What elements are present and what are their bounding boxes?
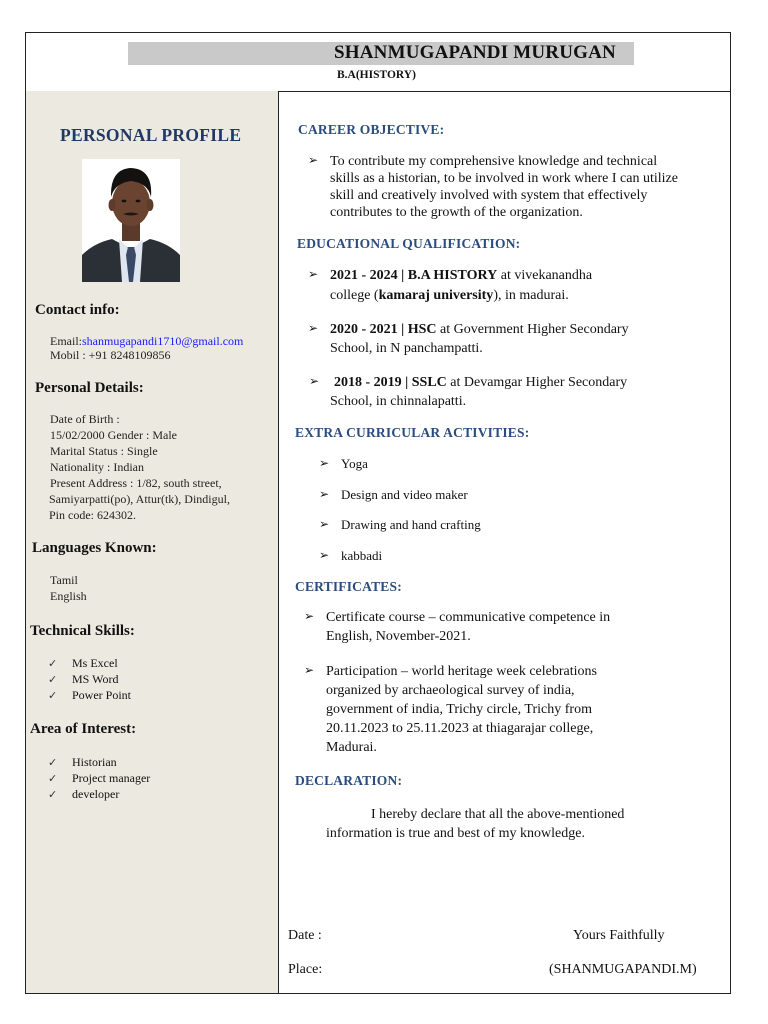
arrow-bullet-icon: ➢ — [308, 321, 319, 335]
personal-detail-line: Pin code: 624302. — [49, 508, 136, 522]
check-icon: ✓ — [48, 673, 58, 686]
place-label: Place: — [288, 962, 323, 977]
contact-info-heading: Contact info: — [35, 302, 120, 318]
activity-item: Yoga — [341, 456, 368, 471]
main-content — [279, 91, 730, 993]
certificate-line: English, November-2021. — [326, 629, 471, 644]
interest-label: Historian — [72, 754, 117, 769]
text-fragment: college ( — [330, 288, 379, 303]
area-of-interest-heading: Area of Interest: — [30, 721, 137, 737]
certificate-line: 20.11.2023 to 25.11.2023 at thiagarajar college, — [326, 721, 594, 736]
education-item-line — [330, 267, 592, 284]
education-item-line — [330, 321, 629, 338]
check-icon: ✓ — [48, 689, 58, 702]
education-item-place: at Government Higher Secondary — [436, 322, 629, 337]
list-item — [48, 754, 150, 770]
profile-photo — [82, 159, 180, 282]
language-item: Tamil — [50, 573, 78, 587]
email-label: Email: — [50, 334, 82, 348]
education-heading: EDUCATIONAL QUALIFICATION: — [297, 236, 521, 251]
certificate-line: Participation – world heritage week celebrations — [326, 664, 597, 679]
check-icon: ✓ — [48, 788, 58, 801]
closing-text: Yours Faithfully — [573, 928, 665, 943]
personal-profile-title: PERSONAL PROFILE — [60, 125, 242, 145]
list-item — [48, 770, 150, 786]
personal-detail-line: Date of Birth : — [50, 412, 120, 426]
resume-page — [25, 32, 731, 994]
extra-curricular-heading: EXTRA CURRICULAR ACTIVITIES: — [295, 425, 530, 440]
arrow-bullet-icon: ➢ — [319, 487, 330, 501]
education-item-line — [334, 374, 627, 391]
list-item — [48, 687, 131, 703]
contact-mobile: Mobil : +91 8248109856 — [50, 348, 171, 362]
certificate-line: organized by archaeological survey of india, — [326, 683, 575, 698]
career-objective-heading: CAREER OBJECTIVE: — [298, 122, 445, 137]
list-item — [48, 655, 131, 671]
list-item — [48, 671, 131, 687]
career-line: skills as a historian, to be involved in work where I can utilize — [330, 171, 678, 186]
career-line: skill and creatively involved with system that effectively — [330, 188, 648, 203]
personal-details-heading: Personal Details: — [35, 380, 144, 396]
resume-header — [26, 33, 730, 92]
personal-detail-line: 15/02/2000 Gender : Male — [50, 428, 177, 442]
candidate-name: SHANMUGAPANDI MURUGAN — [334, 42, 616, 63]
education-item-line: School, in chinnalapatti. — [330, 394, 467, 409]
signature-name: (SHANMUGAPANDI.M) — [549, 962, 697, 977]
activity-item: kabbadi — [341, 548, 383, 563]
arrow-bullet-icon: ➢ — [308, 267, 319, 281]
personal-detail-line: Marital Status : Single — [50, 444, 158, 458]
contact-email — [50, 334, 243, 349]
career-line: To contribute my comprehensive knowledge and technical — [330, 154, 658, 169]
check-icon: ✓ — [48, 657, 58, 670]
languages-heading: Languages Known: — [32, 540, 157, 556]
activity-item: Design and video maker — [341, 487, 468, 502]
skill-label: Ms Excel — [72, 655, 118, 670]
education-item-title: 2021 - 2024 | B.A HISTORY — [330, 268, 498, 283]
check-icon: ✓ — [48, 772, 58, 785]
personal-detail-line: Samiyarpatti(po), Attur(tk), Dindigul, — [49, 492, 230, 506]
education-item-line: School, in N panchampatti. — [330, 341, 483, 356]
list-item — [48, 786, 150, 802]
date-label: Date : — [288, 928, 322, 943]
education-item-title: 2020 - 2021 | HSC — [330, 322, 437, 337]
personal-detail-line: Present Address : 1/82, south street, — [50, 476, 222, 490]
candidate-degree: B.A(HISTORY) — [337, 69, 416, 81]
arrow-bullet-icon: ➢ — [319, 517, 330, 531]
arrow-bullet-icon: ➢ — [309, 374, 320, 388]
interest-label: developer — [72, 786, 120, 801]
check-icon: ✓ — [48, 756, 58, 769]
career-line: contributes to the growth of the organization. — [330, 205, 583, 220]
interest-label: Project manager — [72, 770, 151, 785]
activity-item: Drawing and hand crafting — [341, 517, 481, 532]
technical-skills-heading: Technical Skills: — [30, 623, 135, 639]
certificate-line: Certificate course – communicative competence in — [326, 610, 611, 625]
arrow-bullet-icon: ➢ — [308, 153, 319, 167]
certificate-line: Madurai. — [326, 740, 377, 755]
arrow-bullet-icon: ➢ — [319, 548, 330, 562]
skill-label: MS Word — [72, 671, 119, 686]
text-fragment: ), in madurai. — [493, 288, 569, 303]
arrow-bullet-icon: ➢ — [304, 609, 315, 623]
technical-skills-list — [48, 655, 131, 703]
personal-profile-sidebar — [26, 91, 279, 993]
certificates-heading: CERTIFICATES: — [295, 579, 402, 594]
declaration-line: information is true and best of my knowledge. — [326, 826, 585, 841]
arrow-bullet-icon: ➢ — [319, 456, 330, 470]
education-item-title: 2018 - 2019 | SSLC — [334, 375, 447, 390]
declaration-line: I hereby declare that all the above-mentioned — [371, 807, 625, 822]
education-item-place: at Devamgar Higher Secondary — [446, 375, 628, 390]
declaration-heading: DECLARATION: — [295, 773, 403, 788]
certificate-line: government of india, Trichy circle, Trichy from — [326, 702, 592, 717]
education-item-place: at vivekanandha — [497, 268, 593, 283]
language-item: English — [50, 589, 87, 603]
education-item-line — [330, 287, 569, 304]
interest-list — [48, 754, 150, 802]
email-link[interactable]: shanmugapandi1710@gmail.com — [82, 334, 244, 348]
arrow-bullet-icon: ➢ — [304, 663, 315, 677]
person-photo-icon — [82, 159, 180, 282]
skill-label: Power Point — [72, 687, 132, 702]
personal-detail-line: Nationality : Indian — [50, 460, 144, 474]
university-name: kamaraj university — [378, 288, 494, 303]
